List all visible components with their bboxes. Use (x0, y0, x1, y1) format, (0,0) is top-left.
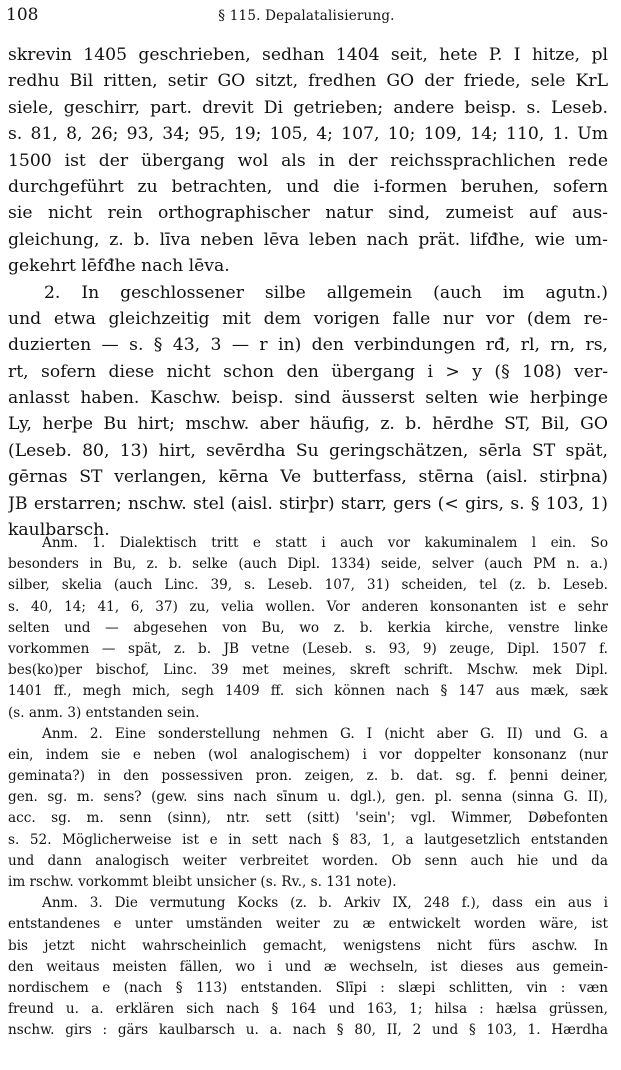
annotation-line: s. 52. Möglicherweise ist e in sett nach § 83, 1, a lautgesetzlich entstanden (8, 831, 608, 848)
annotation-line: nschw. girs : gärs kaulbarsch u. a. nach § 80, II, 2 und § 103, 1. Hærdha (8, 1022, 608, 1039)
text-line: siele, geschirr, part. drevit Di getrieben; andere beisp. s. Leseb. (8, 97, 608, 118)
annotation-line: gen. sg. m. sens? (gew. sins nach sīnum u. dgl.), gen. pl. senna (sinna G. II), (8, 789, 608, 806)
text-line: skrevin 1405 geschrieben, sedhan 1404 seit, hete P. I hitze, pl (8, 45, 608, 65)
text-line: 1500 ist der übergang wol als in der reichssprachlichen rede (8, 150, 608, 171)
annotation-line: geminata?) in den possessiven pron. zeigen, z. b. dat. sg. f. þenni deiner, (8, 768, 608, 785)
annotation-3 (8, 893, 608, 1041)
text-line: gērnas ST verlangen, kērna Ve butterfass, stērna (aisl. stirþna) (8, 467, 608, 488)
annotation-line: und dann analogisch weiter verbreitet worden. Ob senn auch hie und da (8, 852, 608, 869)
main-text (8, 42, 608, 543)
annotation-line: ein, indem sie e neben (wol analogischem) i vor doppelter konsonanz (nur (8, 746, 608, 763)
annotation-line: Anm. 3. Die vermutung Kocks (z. b. Arkiv IX, 248 f.), dass ein aus i (42, 895, 608, 912)
annotation-line: (s. anm. 3) entstanden sein. (8, 704, 200, 721)
annotation-line: nordischem e (nach § 113) entstanden. Slīpi : slæpi schlitten, vin : væn (8, 979, 608, 996)
text-line: JB erstarren; nschw. stel (aisl. stirþr) starr, gers (< girs, s. § 103, 1) (8, 493, 608, 514)
annotation-line: den weitaus meisten fällen, wo i und æ wechseln, ist dieses aus gemein- (8, 958, 608, 975)
annotation-line: bis jetzt nicht wahrscheinlich gemacht, wenigstens nicht fürs aschw. In (8, 937, 608, 954)
text-line: anlasst haben. Kaschw. beisp. sind äusserst selten wie herþinge (8, 388, 608, 409)
text-line: gleichung, z. b. līva neben lēva leben nach prät. lifđhe, wie um- (8, 229, 608, 250)
page-number: 108 (6, 5, 39, 25)
text-line: gekehrt lēfđhe nach lēva. (8, 256, 230, 277)
annotation-line: besonders in Bu, z. b. selke (auch Dipl. 1334) seide, selver (auch PM n. a.) (8, 556, 608, 573)
annotation-line: bes(ko)per bischof, Linc. 39 met meines, skreft schrift. Mschw. mek Dipl. (8, 662, 608, 679)
text-line: (Leseb. 80, 13) hirt, sevērdha Su geringschätzen, sērla ST spät, (8, 440, 608, 461)
annotation-1 (8, 533, 608, 724)
page-header (6, 3, 607, 31)
annotation-2 (8, 724, 608, 894)
running-title: § 115. Depalatalisierung. (218, 8, 395, 24)
annotation-line: acc. sg. m. senn (sinn), ntr. sett (sitt) 'sein'; vgl. Wimmer, Døbefonten (8, 810, 608, 827)
annotation-line: s. 40, 14; 41, 6, 37) zu, velia wollen. Vor anderen konsonanten ist e sehr (8, 598, 608, 615)
text-line: redhu Bil ritten, setir GO sitzt, fredhen GO der friede, sele KrL (8, 71, 608, 92)
annotation-line: selten und — abgesehen von Bu, wo z. b. kerkia kirche, venstre linke (8, 619, 608, 636)
annotation-line: Anm. 2. Eine sonderstellung nehmen G. I (nicht aber G. II) und G. a (42, 725, 608, 742)
annotation-line: vorkommen — spät, z. b. JB vetne (Leseb. s. 93, 9) zeuge, Dipl. 1507 f. (8, 640, 608, 657)
annotation-line: im rschw. vorkommt bleibt unsicher (s. Rv., s. 131 note). (8, 874, 397, 890)
text-line: durchgeführt zu betrachten, und die i-formen beruhen, sofern (8, 176, 608, 197)
annotation-line: silber, skelia (auch Linc. 39, s. Leseb. 107, 31) scheiden, tel (z. b. Leseb. (8, 577, 608, 594)
text-line: 2. In geschlossener silbe allgemein (auch im agutn.) (44, 282, 608, 303)
annotation-line: entstandenes e unter umständen weiter zu æ entwickelt worden wäre, ist (8, 916, 608, 933)
annotation-line: freund u. a. erklären sich nach § 164 und 163, 1; hilsa : hælsa grüssen, (8, 1001, 608, 1018)
text-line: rt, sofern diese nicht schon den übergang i > y (§ 108) ver- (8, 361, 608, 382)
annotation-line: 1401 ff., megh mich, segh 1409 ff. sich können nach § 147 aus mæk, sæk (8, 683, 608, 700)
text-line: Ly, herþe Bu hirt; mschw. aber häufig, z. b. hērdhe ST, Bil, GO (8, 414, 608, 435)
text-line: duzierten — s. § 43, 3 — r in) den verbindungen rđ, rl, rn, rs, (8, 335, 608, 356)
text-line: kaulbarsch. (8, 520, 110, 541)
text-line: und etwa gleichzeitig mit dem vorigen falle nur vor (dem re- (8, 308, 608, 329)
text-line: s. 81, 8, 26; 93, 34; 95, 19; 105, 4; 107, 10; 109, 14; 110, 1. Um (8, 124, 608, 145)
text-line: sie nicht rein orthographischer natur sind, zumeist auf aus- (8, 203, 608, 224)
annotation-line: Anm. 1. Dialektisch tritt e statt i auch vor kakuminalem l ein. So (42, 535, 608, 551)
annotations (8, 533, 608, 1042)
